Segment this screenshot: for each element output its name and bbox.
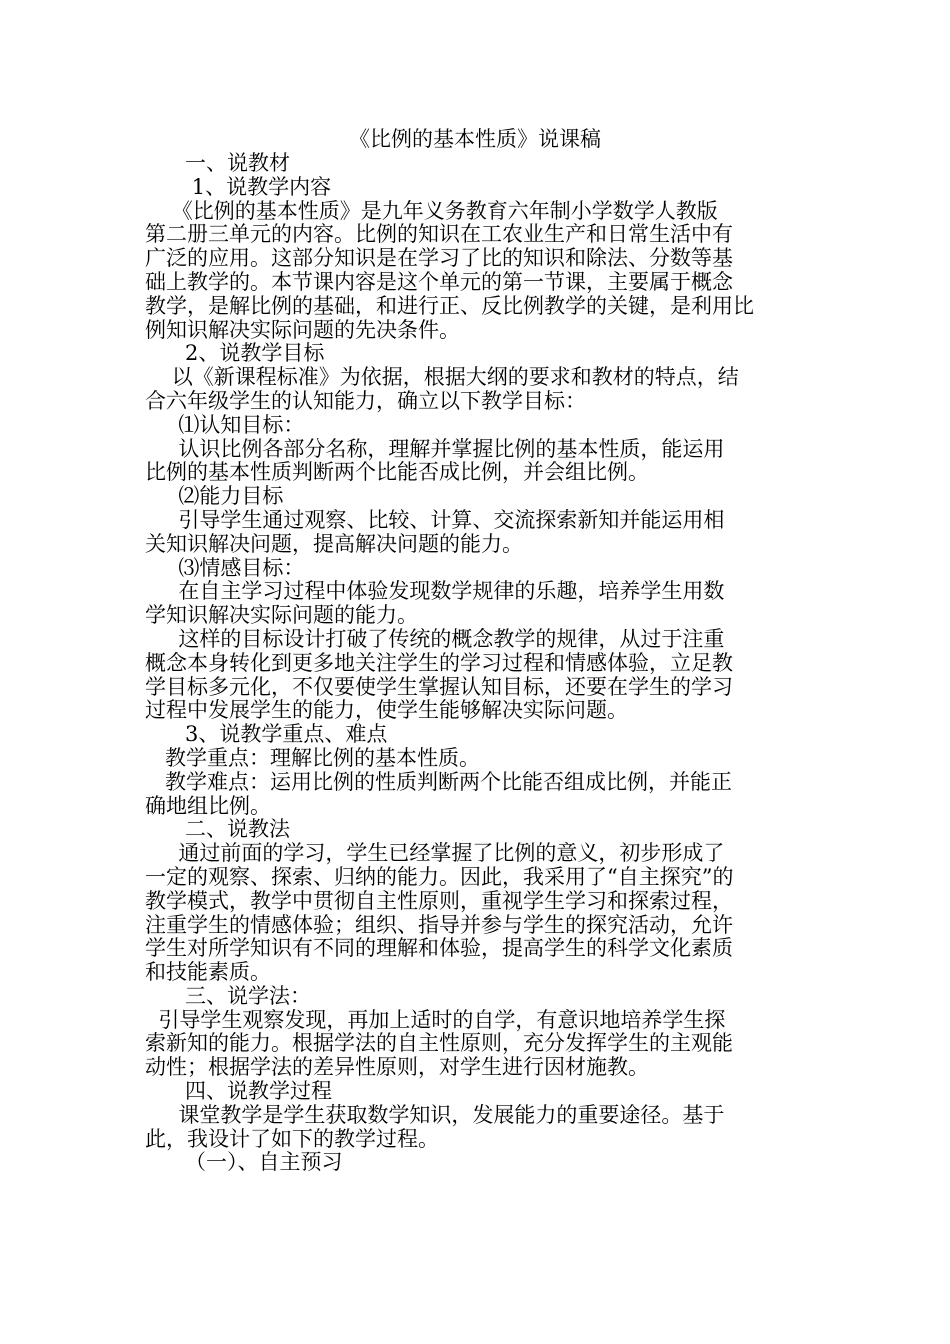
document-line: 和技能素质。 <box>145 960 271 985</box>
document-line: 《比例的基本性质》是九年义务教育六年制小学数学人教版 <box>145 198 718 223</box>
document-line: 索新知的能力。根据学法的自主性原则，充分发挥学生的主观能 <box>145 1031 733 1056</box>
document-line: 三、说学法： <box>145 983 312 1008</box>
document-line: 课堂教学是学生获取数学知识，发展能力的重要途径。基于 <box>145 1102 725 1127</box>
document-body <box>145 152 810 1175</box>
document-line: 比例的基本性质判断两个比能否成比例，并会组比例。 <box>145 460 649 485</box>
document-line: 在自主学习过程中体验发现数学规律的乐趣，培养学生用数 <box>145 579 725 604</box>
document-line: ⑴认知目标： <box>145 412 305 437</box>
document-line: 二、说教法 <box>145 817 291 842</box>
document-line: 教学，是解比例的基础，和进行正、反比例教学的关键，是利用比 <box>145 293 754 318</box>
document-line: 注重学生的情感体验；组织、指导并参与学生的探究活动，允许 <box>145 912 733 937</box>
document-line: 合六年级学生的认知能力，确立以下教学目标： <box>145 388 586 413</box>
document-line: 四、说教学过程 <box>145 1079 333 1104</box>
document-line: 2、说教学目标 <box>145 341 325 366</box>
document-line: 教学难点：运用比例的性质判断两个比能否组成比例，并能正 <box>145 769 733 794</box>
document-line: 概念本身转化到更多地关注学生的学习过程和情感体验，立足教 <box>145 650 733 675</box>
document-line: （一）、自主预习 <box>145 1150 343 1175</box>
document-line: 确地组比例。 <box>145 793 271 818</box>
document-line: 1、说教学内容 <box>145 174 332 199</box>
document-line: 动性；根据学法的差异性原则，对学生进行因材施教。 <box>145 1055 649 1080</box>
document-line: 通过前面的学习，学生已经掌握了比例的意义，初步形成了 <box>145 841 725 866</box>
document-line: ⑵能力目标 <box>145 484 284 509</box>
document-title: 《比例的基本性质》说课稿 <box>349 127 601 151</box>
document-line: 认识比例各部分名称，理解并掌握比例的基本性质，能运用 <box>145 436 725 461</box>
document-line: 例知识解决实际问题的先决条件。 <box>145 317 460 342</box>
document-line: 教学重点：理解比例的基本性质。 <box>145 745 481 770</box>
document-line: 学生对所学知识有不同的理解和体验，提高学生的科学文化素质 <box>145 936 733 961</box>
document-line: 学目标多元化，不仅要使学生掌握认知目标，还要在学生的学习 <box>145 674 733 699</box>
document-line: 以《新课程标准》为依据，根据大纲的要求和教材的特点，结 <box>145 365 739 390</box>
document-line: 学知识解决实际问题的能力。 <box>145 603 418 628</box>
document-line: 第二册三单元的内容。比例的知识在工农业生产和日常生活中有 <box>145 222 733 247</box>
document-line: 关知识解决问题，提高解决问题的能力。 <box>145 531 523 556</box>
document-line: 广泛的应用。这部分知识是在学习了比的知识和除法、分数等基 <box>145 246 733 271</box>
document-line: 引导学生观察发现，再加上适时的自学，有意识地培养学生探 <box>145 1007 726 1032</box>
document-line: 这样的目标设计打破了传统的概念教学的规律，从过于注重 <box>145 626 725 651</box>
document-line: 引导学生通过观察、比较、计算、交流探索新知并能运用相 <box>145 507 725 532</box>
document-line: 过程中发展学生的能力，使学生能够解决实际问题。 <box>145 698 628 723</box>
document-line: 3、说教学重点、难点 <box>145 722 388 747</box>
document-line: 此，我设计了如下的教学过程。 <box>145 1126 439 1151</box>
document-line: 一定的观察、探索、归纳的能力。因此，我采用了“自主探究”的 <box>145 864 734 889</box>
document-line: 础上教学的。本节课内容是这个单元的第一节课，主要属于概念 <box>145 269 733 294</box>
document-line: ⑶情感目标： <box>145 555 305 580</box>
document-line: 一、说教材 <box>145 151 291 175</box>
document-line: 教学模式，教学中贯彻自主性原则，重视学生学习和探索过程， <box>145 888 733 913</box>
